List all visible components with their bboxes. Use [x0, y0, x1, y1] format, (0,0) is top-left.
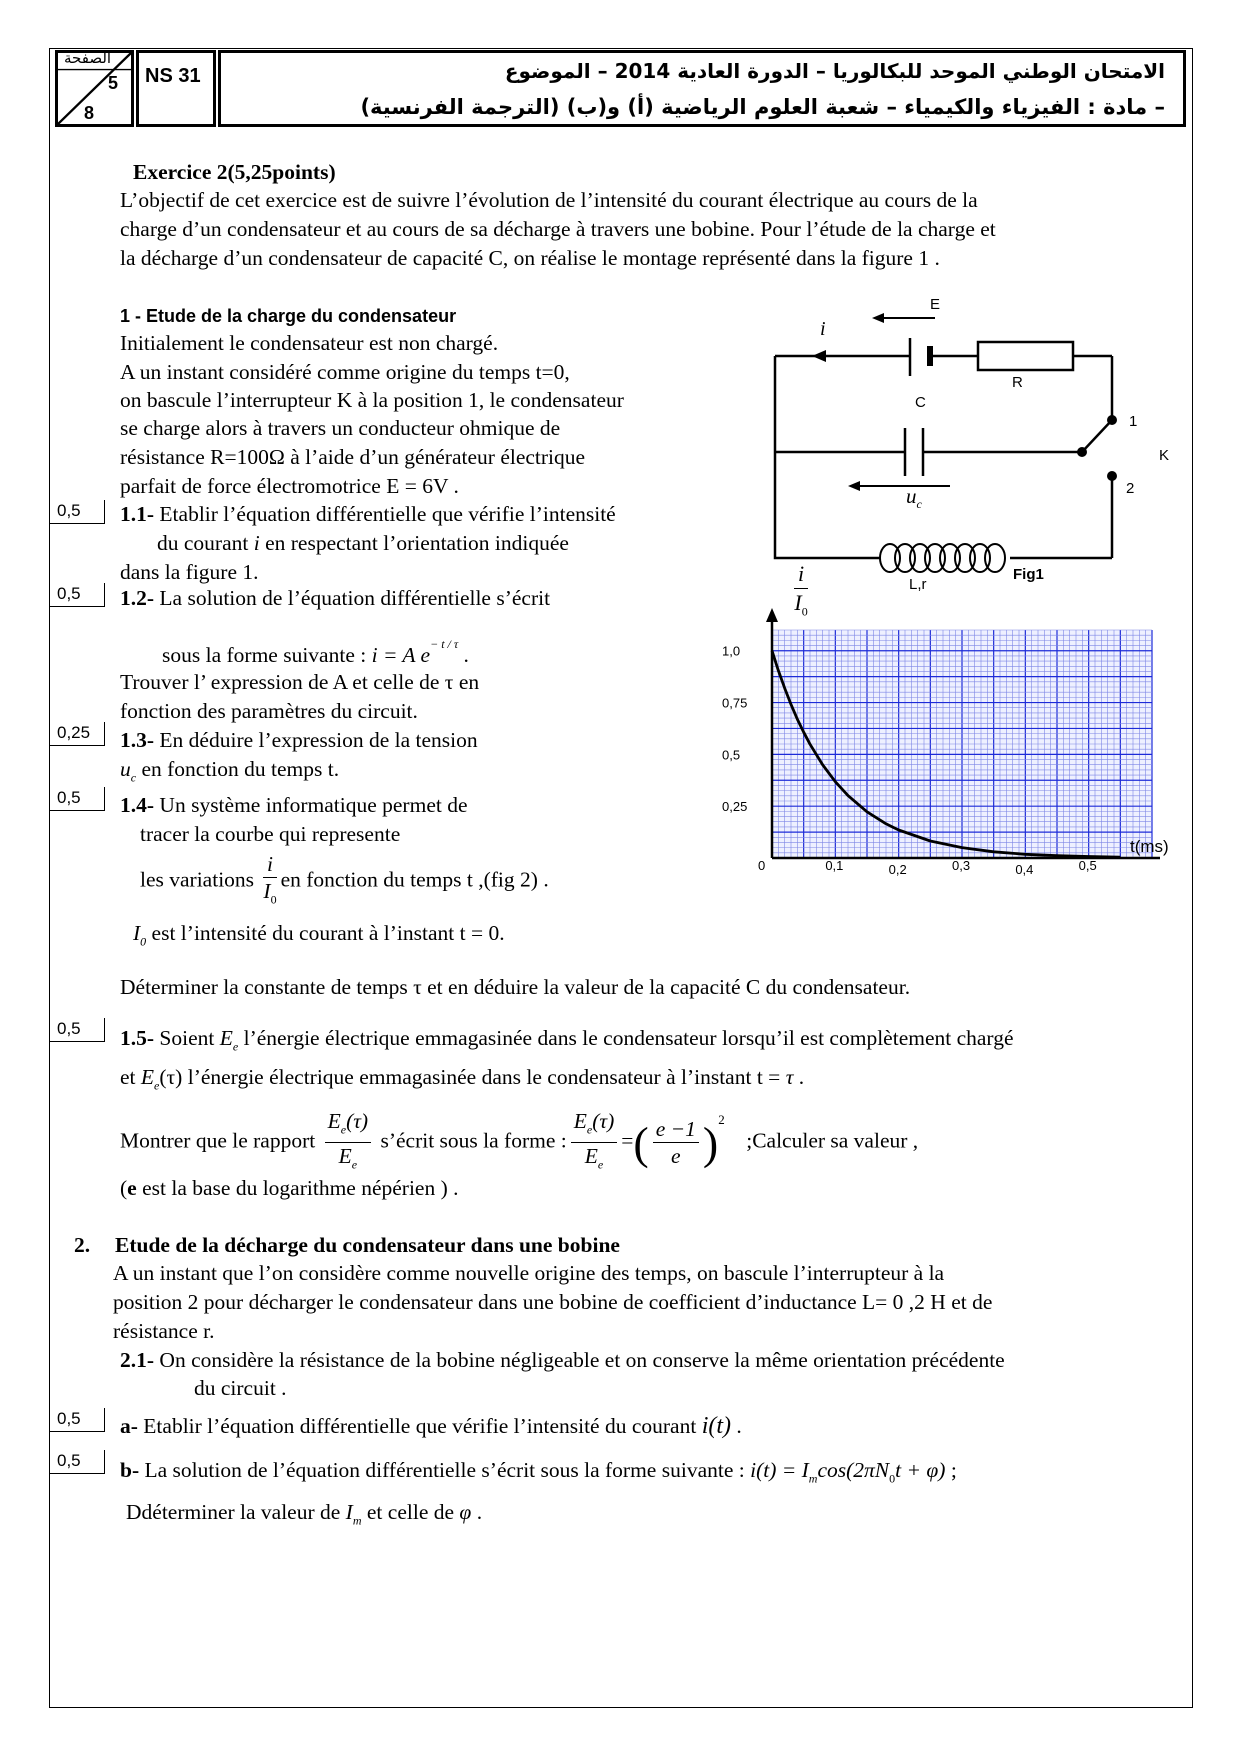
q14-line4: $I_0$ est l’intensité du courant à l’instant t = 0.: [133, 921, 505, 949]
label-pos-1: 1: [1129, 413, 1138, 430]
y-tick-label: 0,25: [722, 799, 748, 815]
label-C: C: [915, 394, 926, 411]
part2-line-2: position 2 pour décharger le condensateur dans une bobine de coefficient d’inductance L= 0 ,2 H et de: [113, 1290, 993, 1314]
points-q14: 0,5: [49, 787, 105, 811]
label-uc: $u_c$: [906, 484, 922, 512]
q15-line2: et $E_e(\tau)$ l’énergie électrique emmagasinée dans le condensateur à l’instant t = τ .: [120, 1065, 805, 1093]
exam-title-box: [218, 50, 1186, 127]
q14-line2: tracer la courbe qui represente: [140, 822, 401, 846]
points-q12: 0,5: [49, 583, 105, 607]
q15-line4: (e est la base du logarithme népérien ) .: [120, 1176, 459, 1200]
x-tick-label: 0,1: [825, 858, 844, 873]
q12-line3: Trouver l’ expression de A et celle de τ en: [120, 670, 480, 694]
x-tick-label: 0,3: [952, 858, 971, 873]
origin-label: 0: [758, 858, 766, 873]
part1-line-4: se charge alors à travers un conducteur ohmique de: [120, 416, 561, 440]
points-qb: 0,5: [49, 1450, 105, 1474]
contact-k: [1077, 447, 1087, 457]
points-q15: 0,5: [49, 1018, 105, 1042]
intro-line-1: L’objectif de cet exercice est de suivre l’évolution de l’intensité du courant électrique au cours de la: [120, 188, 978, 212]
q21-line1: 2.1- On considère la résistance de la bobine négligeable et on conserve la même orientation précédente: [120, 1348, 1005, 1372]
part2-line-3: résistance r.: [113, 1319, 215, 1343]
q15-line3: Montrer que le rapport $\frac{E_e(\tau)}{E_e}$ s’écrit sous la forme : $\frac{E_e(\tau)}{E_e}$ =( $\frac{e -1}{e}$ )$^2$ ;Calculer sa valeur ,: [120, 1109, 919, 1172]
q21-line2: du circuit .: [194, 1376, 287, 1400]
switch-K: [1082, 420, 1112, 452]
page-label: الصفحة: [64, 49, 112, 67]
q14-line3: les variations $\frac{i}{I_0}$ en fonction du temps t ,(fig 2) .: [140, 852, 549, 907]
points-q11: 0,5: [49, 500, 105, 524]
intro-line-2: charge d’un condensateur et au cours de sa décharge à travers une bobine. Pour l’étude de la charge et: [120, 217, 996, 241]
label-R: R: [1012, 374, 1023, 391]
x-axis-label: t(ms): [1130, 837, 1169, 856]
part1-title: 1 - Etude de la charge du condensateur: [120, 306, 457, 326]
chart-ylabel: i $I_0$: [794, 561, 808, 619]
label-i: i: [820, 318, 826, 340]
contact-1: [1107, 415, 1117, 425]
q15-line1: 1.5- Soient $E_e$ l’énergie électrique emmagasinée dans le condensateur lorsqu’il est complètement chargé: [120, 1026, 1014, 1054]
page-number-box: [55, 50, 134, 127]
page-total: 8: [84, 103, 95, 123]
q14-line5: Déterminer la constante de temps τ et en déduire la valeur de la capacité C du condensateur.: [120, 975, 911, 999]
y-axis-arrow: [766, 608, 778, 622]
current-arrow: [812, 350, 826, 362]
part2-number: 2.: [74, 1233, 91, 1257]
q14-line1: 1.4- Un système informatique permet de: [120, 793, 468, 817]
chart-grid: [772, 630, 1152, 858]
y-tick-label: 1,0: [722, 643, 741, 659]
circuit-wire-left: [775, 356, 860, 558]
q13-line2: $u_c$ en fonction du temps t.: [120, 757, 340, 785]
part1-line-3: on bascule l’interrupteur K à la position 1, le condensateur: [120, 388, 624, 412]
coil-L: [880, 544, 1005, 572]
uc-arrow: [848, 481, 860, 491]
q13-line1: 1.3- En déduire l’expression de la tension: [120, 728, 478, 752]
exercise-title: Exercice 2(5,25points): [133, 160, 336, 184]
decay-chart: [700, 600, 1180, 980]
x-tick-label: 0,2: [888, 862, 907, 877]
x-tick-label: 0,5: [1078, 858, 1097, 873]
exam-code: NS 31: [145, 65, 201, 87]
page-current: 5: [108, 73, 119, 93]
part1-line-5: résistance R=100Ω à l’aide d’un générateur électrique: [120, 445, 586, 469]
part2-title: Etude de la décharge du condensateur dans une bobine: [115, 1233, 620, 1257]
circuit-figure: [760, 296, 1160, 596]
q11-line1: 1.1- Etablir l’équation différentielle que vérifie l’intensité: [120, 502, 616, 526]
points-qa: 0,5: [49, 1408, 105, 1432]
qb-line1: b- La solution de l’équation différentielle s’écrit sous la forme suivante : $i(t) = I_m\cos(2\pi N_0t + \varphi)$ ;: [120, 1458, 957, 1486]
q12-line4: fonction des paramètres du circuit.: [120, 699, 418, 723]
resistor-R: [978, 342, 1073, 370]
q12-formula-line: sous la forme suivante : i = A $e^{- t / \tau}$ .: [162, 637, 469, 668]
emf-arrow: [872, 313, 884, 323]
qa-line: a- Etablir l’équation différentielle que vérifie l’intensité du courant i(t) .: [120, 1413, 742, 1439]
q12-line1: 1.2- La solution de l’équation différentielle s’écrit: [120, 586, 551, 610]
exam-code-box: [136, 50, 216, 127]
part1-line-1: Initialement le condensateur est non chargé.: [120, 331, 499, 355]
label-pos-2: 2: [1126, 480, 1135, 497]
label-E: E: [930, 296, 941, 313]
qb-line2: Ddéterminer la valeur de $I_m$ et celle de φ .: [126, 1500, 483, 1528]
points-q13: 0,25: [49, 722, 105, 746]
intro-line-3: la décharge d’un condensateur de capacité C, on réalise le montage représenté dans la figure 1 .: [120, 246, 940, 270]
exam-title-line2: – مادة : الفيزياء والكيمياء – شعبة العلوم الرياضية (أ) و(ب) (الترجمة الفرنسية): [360, 95, 1165, 119]
x-tick-label: 0,4: [1015, 862, 1034, 877]
q11-line2: du courant i en respectant l’orientation indiquée: [157, 531, 569, 555]
q11-line3: dans la figure 1.: [120, 560, 259, 584]
label-K: K: [1159, 447, 1170, 464]
part1-line-6: parfait de force électromotrice E = 6V .: [120, 474, 459, 498]
y-tick-label: 0,5: [722, 747, 741, 763]
contact-2: [1107, 471, 1117, 481]
part1-line-2: A un instant considéré comme origine du temps t=0,: [120, 360, 570, 384]
figure1-caption: Fig1: [1013, 566, 1044, 583]
part2-line-1: A un instant que l’on considère comme nouvelle origine des temps, on bascule l’interrupteur à la: [113, 1261, 945, 1285]
label-Lr: L,r: [909, 576, 927, 593]
exam-title-line1: الامتحان الوطني الموحد للبكالوريا – الدورة العادية 2014 – الموضوع: [504, 59, 1165, 83]
y-tick-label: 0,75: [722, 695, 748, 711]
